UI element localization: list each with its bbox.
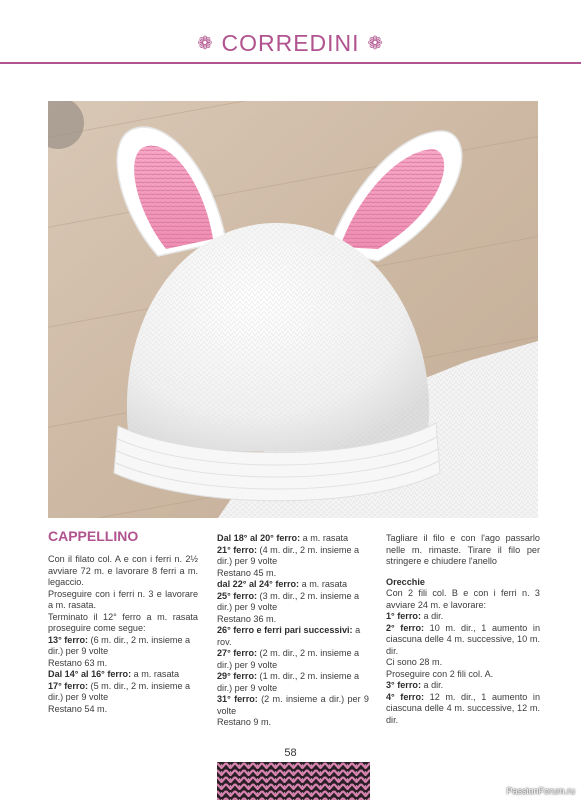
row-text: a dir. <box>420 680 444 690</box>
page-title <box>0 30 581 57</box>
row-label: Dal 18° al 20° ferro: <box>217 533 301 543</box>
paragraph: Terminato il 12° ferro a m. rasata proseguire come segue: <box>48 611 198 633</box>
instruction-row <box>48 635 198 658</box>
stitch-count: Restano 9 m. <box>217 717 272 727</box>
text-column-2 <box>217 533 369 729</box>
instruction-row <box>386 623 540 658</box>
stitch-count: Ci sono 28 m. <box>386 657 443 667</box>
row-text: 12 m. dir., 1 aumento in ciascuna delle 4 m. successive, 12 m. dir. <box>386 691 541 725</box>
row-text: (2 m. insieme a dir.) per 9 volte <box>217 694 369 716</box>
row-label: 2° ferro: <box>386 622 425 633</box>
row-text: 10 m. dir., 1 aumento in ciascuna delle 4 m. successive, 10 m. dir. <box>386 622 541 656</box>
instruction-row <box>48 681 198 704</box>
row-text: a m. rasata <box>300 533 349 543</box>
subsection-title: Orecchie <box>386 576 425 587</box>
paragraph: Proseguire con 2 fili col. A. <box>386 668 494 679</box>
row-text: a rov. <box>217 625 361 647</box>
row-label: 3° ferro: <box>386 680 421 690</box>
watermark: PassionForum.ru <box>506 786 575 796</box>
text-column-3 <box>386 533 540 726</box>
row-label: 13° ferro: <box>48 634 89 645</box>
row-label: dal 22° al 24° ferro: <box>217 579 300 589</box>
instruction-row <box>217 591 369 614</box>
instruction-row <box>217 625 369 648</box>
instruction-row <box>217 671 369 694</box>
header-divider <box>0 62 581 64</box>
instruction-row <box>217 545 369 568</box>
flower-icon: ❁ <box>367 33 384 53</box>
instruction-row <box>48 669 198 681</box>
row-label: 4° ferro: <box>386 691 425 702</box>
text-column-1 <box>48 528 198 715</box>
row-text: (5 m. dir., 2 m. insieme a dir.) per 9 volte <box>48 680 191 702</box>
row-label: 31° ferro: <box>217 694 258 704</box>
stitch-count: Restano 36 m. <box>217 613 277 624</box>
instruction-row <box>217 579 369 591</box>
row-text: (1 m. dir., 2 m. insieme a dir.) per 9 volte <box>217 671 360 693</box>
instruction-row <box>217 694 369 717</box>
stitch-count: Restano 63 m. <box>48 657 108 668</box>
row-text: a m. rasata <box>299 579 348 589</box>
row-text: (6 m. dir., 2 m. insieme a dir.) per 9 volte <box>48 634 191 656</box>
row-text: a dir. <box>420 611 444 621</box>
row-label: 25° ferro: <box>217 590 258 601</box>
row-label: Dal 14° al 16° ferro: <box>48 669 132 679</box>
row-text: (3 m. dir., 2 m. insieme a dir.) per 9 volte <box>217 590 360 612</box>
row-text: (4 m. dir., 2 m. insieme a dir.) per 9 volte <box>217 544 360 566</box>
instruction-row <box>217 533 369 545</box>
paragraph: Proseguire con i ferri n. 3 e lavorare a m. rasata. <box>48 588 198 610</box>
row-text: (2 m. dir., 2 m. insieme a dir.) per 9 volte <box>217 648 360 670</box>
paragraph: Con 2 fili col. B e con i ferri n. 3 avviare 24 m. e lavorare: <box>386 588 540 610</box>
page-number: 58 <box>284 747 297 759</box>
section-title: CAPPELLINO <box>48 528 139 544</box>
row-label: 26° ferro e ferri pari successivi: <box>217 625 353 635</box>
instruction-row <box>217 648 369 671</box>
instruction-row <box>386 680 540 692</box>
instruction-row <box>386 611 540 623</box>
row-text: a m. rasata <box>131 669 180 679</box>
knit-swatch-image <box>217 762 370 800</box>
page-header <box>0 0 581 66</box>
stitch-count: Restano 45 m. <box>217 567 277 578</box>
row-label: 27° ferro: <box>217 648 258 658</box>
paragraph: Tagliare il filo e con l'ago passarlo nelle m. rimaste. Tirare il filo per stringere e chiudere l'anello <box>386 533 540 566</box>
row-label: 17° ferro: <box>48 680 89 691</box>
row-label: 29° ferro: <box>217 671 258 681</box>
page-title-text: CORREDINI <box>221 30 360 56</box>
bunny-hat-photo <box>48 101 538 518</box>
flower-icon: ❁ <box>197 33 214 53</box>
instruction-row <box>386 692 540 727</box>
row-label: 1° ferro: <box>386 611 421 621</box>
row-label: 21° ferro: <box>217 544 258 555</box>
paragraph: Con il filato col. A e con i ferri n. 2½ avviare 72 m. e lavorare 8 ferri a m. legaccio. <box>48 554 198 587</box>
stitch-count: Restano 54 m. <box>48 703 108 714</box>
